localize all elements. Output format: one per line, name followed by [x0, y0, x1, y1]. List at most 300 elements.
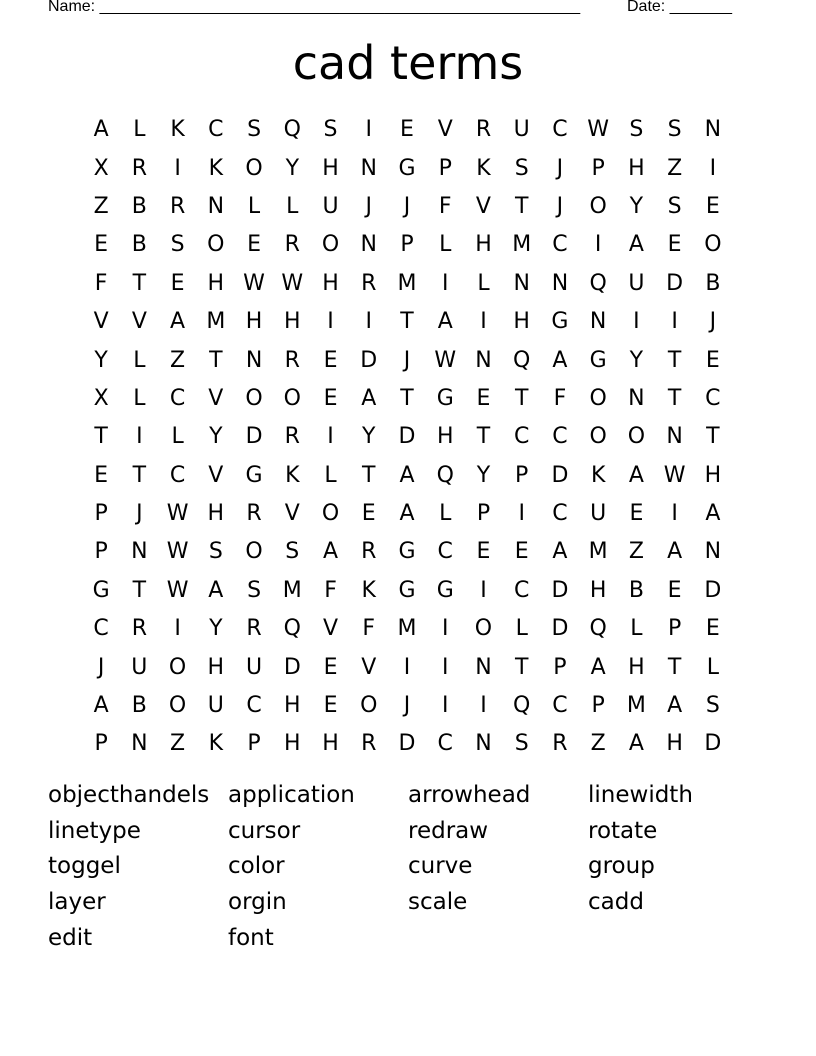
grid-letter: S	[514, 731, 529, 757]
grid-letter: R	[361, 731, 377, 757]
grid-letter: O	[321, 501, 340, 527]
grid-letter: Q	[513, 347, 531, 373]
word-list-item: group	[588, 853, 655, 880]
grid-letter: F	[553, 385, 567, 411]
grid-letter: R	[284, 232, 300, 258]
grid-letter: E	[476, 539, 491, 565]
grid-letter: R	[284, 347, 300, 373]
grid-letter: T	[476, 424, 491, 450]
grid-letter: D	[551, 577, 569, 603]
grid-letter: I	[480, 693, 487, 719]
grid-letter: U	[322, 193, 339, 219]
grid-letter: O	[589, 193, 607, 219]
grid-letter: Z	[170, 731, 186, 757]
grid-letter: H	[284, 693, 301, 719]
grid-letter: G	[245, 462, 263, 488]
grid-letter: O	[474, 616, 493, 642]
grid-letter: D	[283, 654, 301, 680]
grid-letter: N	[360, 232, 377, 258]
grid-letter: H	[322, 270, 339, 296]
grid-letter: K	[208, 731, 224, 757]
grid-letter: H	[704, 462, 722, 488]
grid-letter: V	[475, 193, 491, 219]
grid-letter: S	[667, 193, 682, 219]
grid-letter: P	[476, 501, 491, 527]
grid-letter: T	[132, 577, 147, 603]
word-list-item: curve	[408, 853, 473, 880]
grid-letter: A	[628, 462, 644, 488]
page-title: cad terms	[292, 36, 524, 90]
grid-letter: P	[400, 232, 414, 258]
grid-letter: G	[589, 347, 607, 373]
grid-letter: I	[365, 309, 372, 335]
grid-letter: M	[206, 309, 226, 335]
grid-letter: G	[436, 577, 454, 603]
grid-letter: C	[514, 577, 530, 603]
header	[48, 0, 748, 18]
grid-letter: C	[169, 385, 186, 411]
grid-letter: S	[247, 117, 262, 143]
word-list-item: color	[228, 853, 285, 880]
grid-letter: A	[552, 539, 568, 565]
grid-letter: R	[169, 193, 186, 219]
grid-letter: A	[208, 577, 224, 603]
grid-letter: E	[323, 693, 338, 719]
grid-letter: W	[243, 270, 265, 296]
grid-letter: B	[705, 270, 721, 296]
grid-letter: I	[365, 117, 372, 143]
word-list-item: layer	[48, 889, 106, 916]
grid-letter: E	[94, 232, 109, 258]
grid-letter: U	[513, 117, 530, 143]
grid-letter: L	[515, 616, 528, 642]
grid-letter: T	[514, 654, 529, 680]
grid-row	[82, 380, 732, 418]
word-list-item: linetype	[48, 817, 141, 844]
grid-letter: K	[361, 577, 376, 603]
word-list-item: toggel	[48, 853, 121, 880]
grid-letter: O	[360, 693, 378, 719]
grid-letter: W	[281, 270, 304, 296]
grid-letter: L	[133, 385, 146, 411]
grid-letter: A	[322, 539, 339, 565]
grid-letter: I	[671, 501, 678, 527]
grid-letter: C	[93, 616, 109, 642]
grid-letter: W	[587, 117, 610, 143]
grid-letter: T	[132, 462, 147, 488]
word-list-item: cadd	[588, 889, 644, 916]
grid-letter: O	[207, 232, 225, 258]
grid-letter: G	[551, 309, 569, 335]
grid-row	[82, 418, 732, 456]
grid-letter: A	[437, 309, 453, 335]
grid-letter: S	[667, 117, 682, 143]
grid-letter: L	[247, 193, 261, 219]
grid-letter: J	[97, 654, 105, 680]
grid-letter: H	[284, 731, 301, 757]
grid-letter: P	[94, 731, 108, 757]
grid-letter: C	[169, 462, 186, 488]
grid-letter: F	[362, 616, 376, 642]
grid-letter: D	[551, 462, 569, 488]
grid-letter: A	[361, 385, 377, 411]
grid-letter: D	[704, 577, 722, 603]
grid-letter: H	[628, 155, 645, 181]
grid-row	[82, 533, 732, 571]
grid-letter: I	[518, 501, 525, 527]
grid-letter: Q	[589, 270, 607, 296]
grid-letter: J	[556, 155, 564, 181]
grid-letter: T	[132, 270, 147, 296]
grid-letter: U	[590, 501, 607, 527]
grid-letter: S	[323, 117, 338, 143]
grid-letter: C	[705, 385, 721, 411]
grid-letter: S	[705, 693, 720, 719]
grid-letter: F	[94, 270, 108, 296]
grid-letter: L	[439, 501, 452, 527]
grid-letter: C	[552, 232, 568, 258]
grid-letter: J	[556, 193, 564, 219]
grid-letter: O	[321, 232, 340, 258]
grid-letter: G	[398, 539, 416, 565]
grid-letter: Y	[629, 347, 644, 373]
grid-letter: A	[667, 693, 683, 719]
grid-letter: B	[628, 577, 644, 603]
word-list-item: redraw	[408, 817, 489, 844]
grid-letter: P	[94, 501, 108, 527]
grid-letter: E	[705, 616, 720, 642]
grid-letter: E	[170, 270, 185, 296]
grid-letter: H	[322, 731, 339, 757]
grid-letter: Z	[590, 731, 606, 757]
word-list-item: rotate	[588, 817, 658, 844]
grid-letter: L	[630, 616, 643, 642]
grid-letter: J	[136, 501, 143, 527]
grid-letter: Y	[209, 424, 223, 450]
grid-letter: M	[397, 270, 417, 296]
grid-letter: U	[207, 693, 224, 719]
grid-letter: G	[436, 385, 454, 411]
grid-letter: A	[93, 117, 109, 143]
word-list-item: edit	[48, 924, 93, 951]
grid-letter: N	[513, 270, 530, 296]
grid-letter: T	[667, 654, 682, 680]
grid-letter: U	[628, 270, 645, 296]
grid-letter: N	[207, 193, 225, 219]
grid-letter: N	[131, 731, 148, 757]
grid-letter: C	[552, 501, 568, 527]
grid-row	[82, 648, 732, 686]
grid-letter: P	[94, 539, 108, 565]
grid-letter: A	[399, 501, 415, 527]
grid-letter: K	[170, 117, 185, 143]
grid-letter: Z	[628, 539, 644, 565]
grid-letter: V	[437, 117, 453, 143]
word-list-item: application	[228, 782, 355, 808]
grid-letter: G	[92, 577, 110, 603]
grid-letter: T	[667, 385, 682, 411]
grid-letter: D	[704, 731, 722, 757]
grid-letter: Q	[513, 693, 531, 719]
grid-letter: C	[552, 424, 568, 450]
grid-letter: I	[174, 616, 181, 642]
grid-row	[82, 725, 732, 763]
grid-letter: N	[475, 654, 492, 680]
grid-letter: L	[706, 654, 719, 680]
grid-letter: E	[705, 193, 720, 219]
grid-letter: D	[245, 424, 263, 450]
grid-letter: D	[666, 270, 684, 296]
grid-row	[82, 687, 732, 725]
grid-letter: A	[705, 501, 721, 527]
grid-letter: F	[324, 577, 337, 603]
grid-letter: P	[553, 654, 567, 680]
grid-letter: V	[208, 385, 224, 411]
grid-letter: U	[131, 654, 148, 680]
grid-letter: E	[476, 385, 491, 411]
grid-letter: T	[514, 193, 529, 219]
grid-letter: G	[398, 155, 416, 181]
grid-letter: G	[398, 577, 416, 603]
grid-letter: E	[323, 654, 338, 680]
grid-letter: E	[667, 577, 682, 603]
grid-letter: F	[438, 193, 452, 219]
grid-letter: H	[245, 309, 263, 335]
grid-letter: P	[438, 155, 452, 181]
grid-letter: H	[207, 270, 225, 296]
grid-letter: E	[361, 501, 376, 527]
grid-letter: I	[671, 309, 678, 335]
grid-letter: Y	[209, 616, 223, 642]
grid-letter: W	[663, 462, 686, 488]
grid-letter: I	[633, 309, 640, 335]
grid-letter: N	[666, 424, 683, 450]
grid-letter: H	[666, 731, 683, 757]
grid-letter: I	[594, 232, 602, 258]
grid-letter: R	[284, 424, 300, 450]
grid-letter: I	[441, 693, 449, 719]
grid-letter: R	[361, 270, 377, 296]
grid-letter: C	[552, 693, 568, 719]
grid-letter: C	[514, 424, 530, 450]
grid-letter: Y	[362, 424, 376, 450]
grid-letter: K	[208, 155, 224, 181]
grid-letter: J	[403, 693, 411, 719]
grid-letter: T	[400, 385, 414, 411]
grid-letter: J	[365, 193, 372, 219]
grid-letter: S	[514, 155, 529, 181]
grid-letter: Z	[93, 193, 109, 219]
grid-letter: H	[475, 232, 492, 258]
grid-letter: O	[283, 385, 301, 411]
grid-row	[82, 572, 732, 610]
grid-letter: N	[704, 117, 722, 143]
grid-row	[82, 610, 732, 648]
grid-letter: Q	[283, 117, 301, 143]
grid-letter: E	[94, 462, 109, 488]
word-search-grid	[82, 111, 732, 764]
grid-letter: M	[397, 616, 417, 642]
word-list-item: cursor	[228, 817, 301, 844]
grid-letter: M	[626, 693, 646, 719]
grid-letter: N	[475, 731, 492, 757]
grid-letter: L	[286, 193, 299, 219]
grid-letter: S	[208, 539, 223, 565]
grid-row	[82, 188, 732, 226]
grid-letter: Q	[589, 616, 607, 642]
grid-letter: T	[400, 309, 414, 335]
grid-letter: S	[629, 117, 644, 143]
grid-letter: N	[131, 539, 148, 565]
date-line: Date: _______	[627, 0, 732, 15]
grid-letter: H	[628, 654, 645, 680]
grid-letter: S	[170, 232, 185, 258]
grid-letter: R	[131, 155, 147, 181]
grid-letter: S	[247, 577, 262, 603]
grid-letter: I	[327, 309, 334, 335]
grid-letter: R	[246, 616, 262, 642]
grid-letter: A	[628, 731, 644, 757]
grid-letter: A	[628, 232, 644, 258]
grid-letter: T	[94, 424, 108, 450]
grid-letter: W	[166, 577, 189, 603]
grid-letter: H	[436, 424, 454, 450]
word-list	[48, 778, 788, 956]
grid-letter: V	[93, 309, 109, 335]
grid-letter: C	[246, 693, 262, 719]
grid-letter: K	[285, 462, 300, 488]
grid-letter: A	[170, 309, 186, 335]
grid-letter: Z	[170, 347, 186, 373]
grid-letter: E	[400, 117, 414, 143]
grid-letter: C	[208, 117, 224, 143]
grid-letter: Z	[667, 155, 683, 181]
grid-letter: C	[552, 117, 568, 143]
grid-letter: R	[475, 117, 492, 143]
grid-letter: O	[704, 232, 722, 258]
grid-letter: R	[246, 501, 262, 527]
grid-letter: I	[480, 309, 487, 335]
grid-letter: I	[441, 270, 449, 296]
grid-letter: E	[514, 539, 529, 565]
grid-row	[82, 303, 732, 341]
grid-letter: H	[589, 577, 607, 603]
grid-letter: W	[166, 501, 189, 527]
grid-letter: O	[245, 155, 263, 181]
grid-letter: N	[360, 155, 377, 181]
grid-letter: M	[512, 232, 532, 258]
grid-letter: T	[514, 385, 529, 411]
grid-letter: Y	[629, 193, 644, 219]
grid-letter: E	[629, 501, 644, 527]
grid-letter: J	[403, 193, 411, 219]
grid-letter: L	[133, 347, 146, 373]
grid-letter: D	[551, 616, 569, 642]
grid-letter: Y	[285, 155, 300, 181]
grid-row	[82, 111, 732, 149]
grid-letter: O	[627, 424, 646, 450]
grid-letter: N	[589, 309, 607, 335]
grid-letter: R	[552, 731, 568, 757]
grid-letter: I	[174, 155, 181, 181]
grid-letter: V	[322, 616, 339, 642]
grid-letter: O	[168, 693, 187, 719]
grid-letter: W	[166, 539, 189, 565]
grid-letter: I	[136, 424, 143, 450]
grid-letter: I	[480, 577, 487, 603]
grid-letter: O	[589, 385, 607, 411]
grid-letter: P	[667, 616, 682, 642]
grid-letter: X	[93, 385, 109, 411]
grid-row	[82, 341, 732, 379]
grid-letter: E	[705, 347, 720, 373]
grid-letter: A	[399, 462, 415, 488]
grid-letter: B	[131, 693, 147, 719]
grid-letter: I	[709, 155, 717, 181]
grid-letter: E	[323, 385, 338, 411]
grid-letter: O	[168, 654, 187, 680]
grid-letter: I	[441, 616, 449, 642]
grid-row	[82, 265, 732, 303]
grid-letter: V	[284, 501, 300, 527]
grid-letter: Q	[436, 462, 454, 488]
grid-letter: D	[398, 731, 416, 757]
grid-letter: Y	[476, 462, 491, 488]
word-list-item: arrowhead	[408, 782, 531, 808]
grid-letter: T	[706, 424, 720, 450]
grid-letter: W	[434, 347, 457, 373]
word-list-item: objecthandels	[48, 782, 210, 808]
grid-row	[82, 457, 732, 495]
grid-letter: H	[322, 155, 339, 181]
grid-letter: O	[245, 385, 263, 411]
grid-letter: N	[475, 347, 492, 373]
grid-letter: K	[590, 462, 606, 488]
grid-letter: T	[209, 347, 223, 373]
grid-letter: U	[246, 654, 263, 680]
grid-letter: M	[282, 577, 302, 603]
grid-letter: Q	[283, 616, 301, 642]
grid-letter: I	[403, 654, 411, 680]
grid-letter: Y	[94, 347, 108, 373]
grid-letter: N	[245, 347, 263, 373]
grid-letter: L	[133, 117, 146, 143]
grid-letter: P	[591, 155, 605, 181]
grid-letter: A	[667, 539, 683, 565]
name-line: Name: ______________________________________________________	[48, 0, 581, 15]
grid-letter: H	[207, 501, 225, 527]
grid-letter: T	[362, 462, 376, 488]
grid-row	[82, 495, 732, 533]
grid-letter: N	[551, 270, 569, 296]
grid-letter: K	[476, 155, 491, 181]
grid-letter: M	[588, 539, 608, 565]
grid-letter: L	[439, 232, 452, 258]
grid-letter: S	[285, 539, 300, 565]
grid-letter: T	[667, 347, 682, 373]
grid-letter: J	[403, 347, 411, 373]
grid-letter: C	[437, 539, 453, 565]
grid-letter: R	[131, 616, 147, 642]
grid-letter: D	[360, 347, 378, 373]
grid-letter: A	[93, 693, 109, 719]
grid-letter: N	[628, 385, 645, 411]
grid-letter: B	[131, 193, 147, 219]
grid-letter: P	[247, 731, 261, 757]
grid-letter: V	[208, 462, 224, 488]
grid-letter: L	[477, 270, 490, 296]
grid-letter: X	[93, 155, 109, 181]
